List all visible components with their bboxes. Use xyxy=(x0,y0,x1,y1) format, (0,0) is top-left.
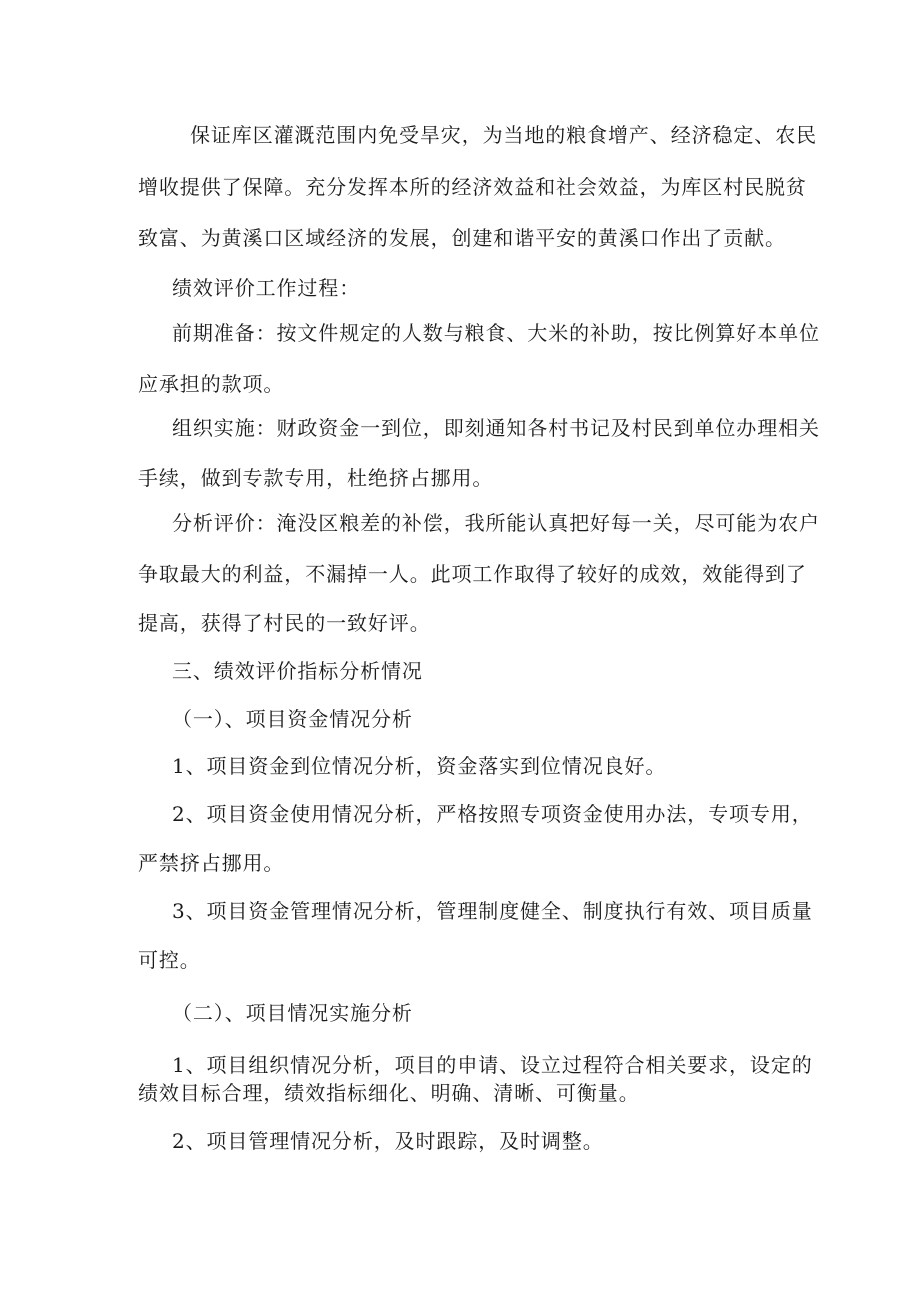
text-line-9: 分析评价：淹没区粮差的补偿，我所能认真把好每一关，尽可能为农户 xyxy=(172,511,820,535)
section-heading-process: 绩效评价工作过程： xyxy=(172,276,361,300)
text-line-5: 前期准备：按文件规定的人数与粮食、大米的补助，按比例算好本单位 xyxy=(172,321,820,345)
section-heading-3: 三、绩效评价指标分析情况 xyxy=(172,659,423,683)
text-line-20: 1、项目组织情况分析，项目的申请、设立过程符合相关要求，设定的 xyxy=(172,1053,813,1077)
text-line-1: 保证库区灌溉范围内免受旱灾，为当地的粮食增产、经济稳定、农民 xyxy=(190,123,817,147)
subsection-heading-1: （一）、项目资金情况分析 xyxy=(172,707,413,731)
text-line-11: 提高，获得了村民的一致好评。 xyxy=(138,611,431,635)
text-line-14: 1、项目资金到位情况分析，资金落实到位情况良好。 xyxy=(172,754,667,778)
subsection-heading-2: （二）、项目情况实施分析 xyxy=(172,1001,413,1025)
text-line-3: 致富、为黄溪口区域经济的发展，创建和谐平安的黄溪口作出了贡献。 xyxy=(138,226,786,250)
text-line-21: 绩效目标合理，绩效指标细化、明确、清晰、可衡量。 xyxy=(138,1081,640,1105)
text-line-10: 争取最大的利益，不漏掉一人。此项工作取得了较好的成效，效能得到了 xyxy=(138,562,807,586)
text-line-6: 应承担的款项。 xyxy=(138,372,285,396)
text-line-7: 组织实施：财政资金一到位，即刻通知各村书记及村民到单位办理相关 xyxy=(172,416,820,440)
text-line-17: 3、项目资金管理情况分析，管理制度健全、制度执行有效、项目质量 xyxy=(172,899,813,923)
text-line-15: 2、项目资金使用情况分析，严格按照专项资金使用办法，专项专用， xyxy=(172,802,813,826)
text-line-16: 严禁挤占挪用。 xyxy=(138,851,285,875)
text-line-18: 可控。 xyxy=(138,948,201,972)
text-line-8: 手续，做到专款专用，杜绝挤占挪用。 xyxy=(138,466,494,490)
text-line-2: 增收提供了保障。充分发挥本所的经济效益和社会效益，为库区村民脱贫 xyxy=(138,175,807,199)
text-line-22: 2、项目管理情况分析，及时跟踪，及时调整。 xyxy=(172,1129,604,1153)
